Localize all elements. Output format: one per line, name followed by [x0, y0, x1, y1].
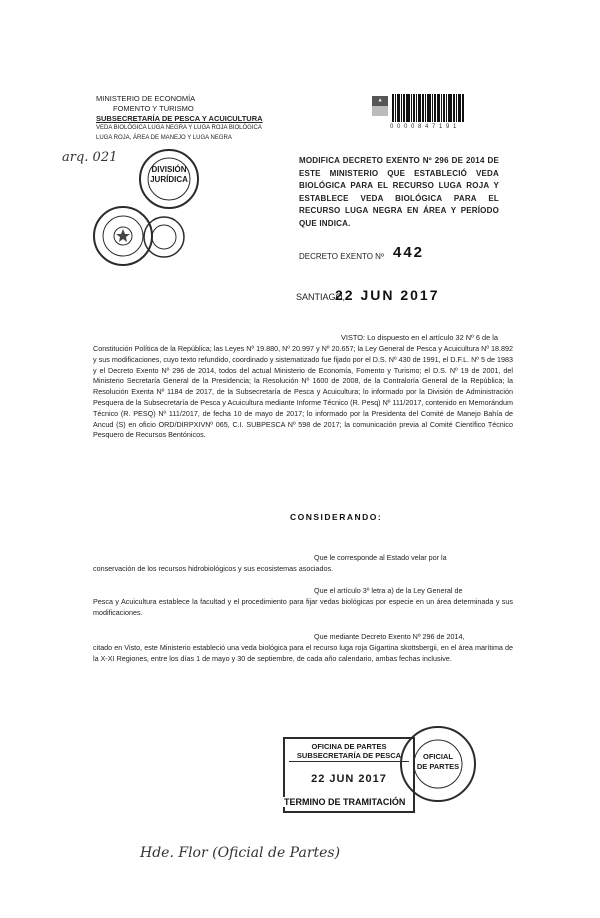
header-subsecretaria: SUBSECRETARÍA DE PESCA Y ACUICULTURA [96, 114, 263, 123]
place-label: SANTIAGO, [296, 292, 346, 302]
oficial-stamp-text: OFICIAL DE PARTES [416, 752, 460, 771]
decree-summary: MODIFICA DECRETO EXENTO Nº 296 DE 2014 DE ESTE MINISTERIO QUE ESTABLECIÓ VEDA BIOLÓGICA PARA EL RECURSO LUGA ROJA Y ESTABLECE VEDA BIOLÓGICA PARA EL RECURSO LUGA NEGRA EN ÁREA Y PERÍODO QUE INDICA. [299, 156, 499, 228]
division-stamp-text: DIVISIÓN JURÍDICA [150, 165, 188, 184]
reception-date: 22 JUN 2017 [311, 773, 387, 785]
visto-lead: VISTO: Lo dispuesto en el artículo 32 Nº 6 de la [341, 333, 499, 342]
visto-body: Constitución Política de la República; las Leyes Nº 19.880, Nº 20.997 y Nº 20.657; la Ley General de Pesca y Acuicultura Nº 18.892 y sus modificaciones, cuyo texto refundido, coordinado y sistematizado fue fijado por el D.S. Nº 430 de 1991, el D.F.L. Nº 5 de 1983 y el Decreto Exento Nº 296 de 2014, todos del actual Ministerio de Economía, Fomento y Turismo; el D.S. Nº 19 de 2001, del Ministerio Secretaría General de la Presidencia; la Resolución Nº 1600 de 2008, de la Contraloría General de la República; la Resolución Exenta Nº 1184 de 2017, de la Subsecretaría de Pesca y Acuicultura; lo informado por la División de Administración Pesquera de la Subsecretaría de Pesca y Acuicultura mediante Informe Técnico (R. Pesq) Nº 111/2017, contenido en Memorándum Técnico (R. PESQ) Nº 111/2017, de fecha 10 de mayo de 2017; lo informado por la Presidenta del Comité de Manejo Bahía de Ancud (S) en oficio ORD/DIRPXIVNº 065, C.I. SUBPESCA Nº 598 de 2017; la comunicación previa al Comité Científico Técnico Pesquero de Recursos Bentónicos. [93, 344, 513, 440]
header-ministry: MINISTERIO DE ECONOMÍA [96, 94, 196, 103]
decree-date: 22 JUN 2017 [335, 287, 440, 303]
considerando-3-lead: Que mediante Decreto Exento Nº 296 de 2014, [314, 632, 465, 641]
considerando-2-body: Pesca y Acuicultura establece la facultad y el procedimiento para fijar vedas biológicas por especie en un área determinada y sus modificaciones. [93, 597, 513, 617]
handwritten-note-bottom: Hde. Flor (Oficial de Partes) [140, 845, 341, 861]
termino-tramitacion-label: TERMINO DE TRAMITACIÓN [284, 797, 406, 807]
considerando-1-body: conservación de los recursos hidrobiológicos y sus ecosistemas asociados. [93, 564, 334, 573]
barcode-number: 0 0 0 0 8 4 7 1 9 1 [390, 124, 458, 130]
header-veda-line: VEDA BIOLÓGICA LUGA NEGRA Y LUGA ROJA BIOLÓGICA [96, 125, 262, 131]
considerando-2-lead: Que el artículo 3º letra a) de la Ley General de [314, 586, 463, 595]
secondary-seal-stamp [142, 215, 186, 259]
considerando-heading: CONSIDERANDO: [290, 512, 383, 522]
decree-number: 442 [393, 244, 425, 261]
subsecretaria-label: SUBSECRETARÍA DE PESCA [296, 751, 402, 760]
header-fomento: FOMENTO Y TURISMO [113, 104, 194, 113]
decree-label: DECRETO EXENTO Nº [299, 252, 384, 261]
government-logo-icon [371, 95, 389, 119]
barcode [392, 94, 474, 122]
oficina-partes-label: OFICINA DE PARTES [311, 742, 387, 751]
handwritten-note-top: arq. 021 [62, 150, 118, 165]
considerando-3-body: citado en Visto, este Ministerio estableció una veda biológica para el recurso luga roja Gigartina skottsbergii, en el área marítima de la X-XI Regiones, entre los días 1 de mayo y 30 de septiembre, de cada año calendario, ambas fechas inclusive. [93, 643, 513, 663]
considerando-1-lead: Que le corresponde al Estado velar por la [314, 553, 447, 562]
header-luga-line: LUGA ROJA, ÁREA DE MANEJO Y LUGA NEGRA [96, 135, 232, 141]
